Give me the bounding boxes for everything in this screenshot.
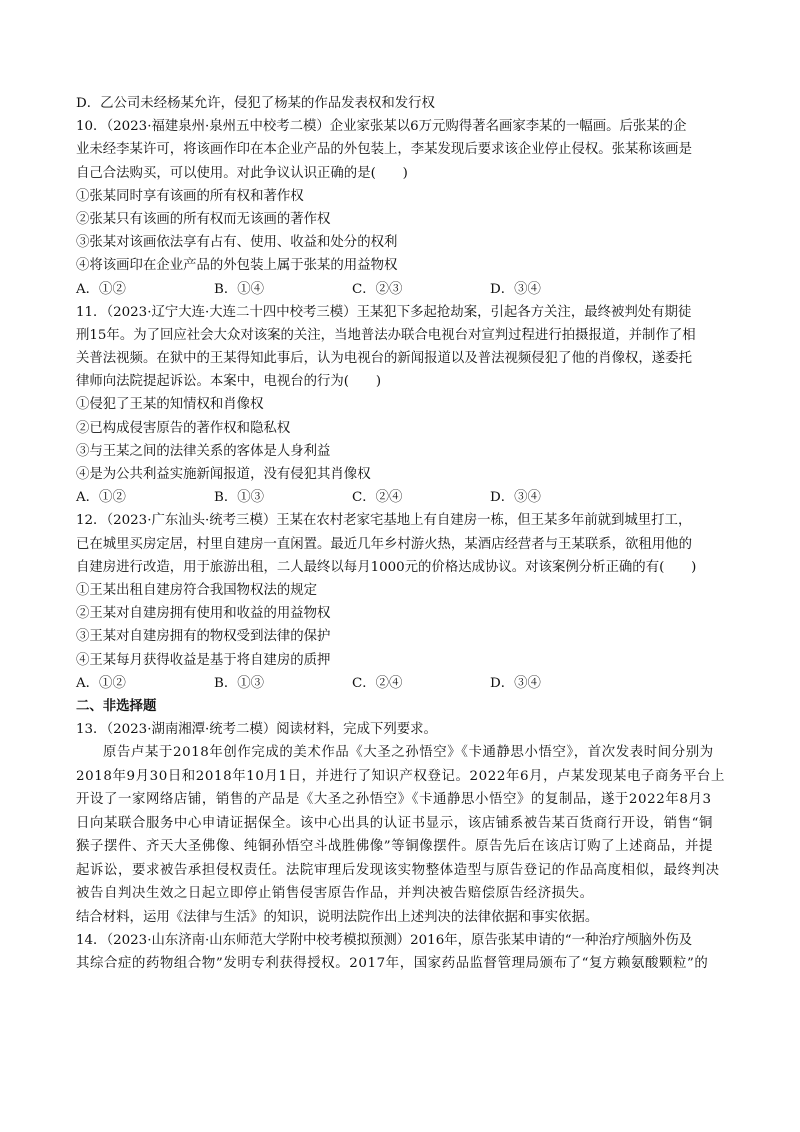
q13-material-line: 被告自判决生效之日起立即停止销售侵害原告作品，并判决被告赔偿原告经济损失。 [76,886,594,902]
q12-stem-line: 自建房进行改造，用于旅游出租，二人最终以每月1000元的价格达成协议。对该案例分析正确的有( ) [76,559,697,575]
q12-item: ②王某对自建房拥有使用和收益的用益物权 [76,606,331,622]
q11-item: ④是为公共利益实施新闻报道，没有侵犯其肖像权 [76,467,371,482]
q10-item: ④将该画印在企业产品的外包装上属于张某的用益物权 [76,258,398,274]
q13-material-line: 日向某联合服务中心申请证据保全。该中心出具的认证书显示，该店铺系被告某百货商行开设，销售“铜 [76,815,714,831]
q10-stem-line: 10．（2023·福建泉州·泉州五中校考二模）企业家张某以6万元购得著名画家李某的一幅画。后张某的企 [76,119,687,135]
q13-material [76,741,726,906]
q12-options [76,672,726,695]
q14-stem-line: 其综合症的药物组合物”发明专利获得授权。2017年，国家药品监督管理局颁布了“复方赖氨酸颗粒”的 [76,956,709,972]
q12-option-c: C．②④ [352,675,403,691]
q11-item: ②已构成侵害原告的著作权和隐私权 [76,420,291,436]
section-title: 二、非选择题 [76,697,157,714]
q13-head: 13．（2023·湖南湘潭·统考二模）阅读材料，完成下列要求。 [76,722,437,738]
q11-option-c: C．②④ [352,490,403,506]
exam-page [76,92,726,975]
q11-stem-line: 刑15年。为了回应社会大众对该案的关注，当地普法办联合电视台对宣判过程进行拍摄报道，并制作了相 [76,327,696,343]
q11-option-a: A．①② [76,490,126,506]
q11-item: ①侵犯了王某的知情权和肖像权 [76,397,264,413]
q9-option-d: D．乙公司未经杨某允许，侵犯了杨某的作品发表权和发行权 [76,96,435,111]
q12-stem-line: 12．（2023·广东汕头·统考三模）王某在农村老家宅基地上有自建房一栋，但王某多年前就到城里打工， [76,513,692,529]
q10-stem-line: 自己合法购买，可以使用。对此争议认识正确的是( ) [76,165,408,181]
q10-item: ③张某对该画依法享有占有、使用、收益和处分的权利 [76,235,398,251]
question-12 [76,509,726,695]
q10-stem-line: 业未经李某许可，将该画作印在本企业产品的外包装上，李某发现后要求该企业停止侵权。张某称该画是 [76,142,692,158]
q12-item: ④王某每月获得收益是基于将自建房的质押 [76,652,331,668]
q11-options [76,486,726,509]
q12-option-b: B．①③ [214,675,265,691]
q10-option-b: B．①④ [214,281,265,297]
q10-item: ①张某同时享有该画的所有权和著作权 [76,188,304,204]
q12-stem-line: 已在城里买房定居，村里自建房一直闲置。最近几年乡村游火热，某酒店经营者与王某联系，欲租用他的 [76,536,692,552]
q11-stem-line: 关普法视频。在狱中的王某得知此事后，认为电视台的新闻报道以及普法视频侵犯了他的肖像权，遂委托 [76,351,692,367]
q13-material-line: 猴子摆件、齐天大圣佛像、纯铜孙悟空斗战胜佛像”等铜像摆件。原告先后在该店订购了上述商品，并提 [76,839,714,855]
q13-material-line: 原告卢某于2018年创作完成的美术作品《大圣之孙悟空》《卡通静思小悟空》，首次发表时间分别为 [103,745,714,761]
q10-options [76,278,726,301]
q11-stem-line: 11．（2023·辽宁大连·大连二十四中校考三模）王某犯下多起抢劫案，引起各方关注，最终被判处有期徒 [76,304,692,320]
q11-option-d: D．③④ [490,490,541,506]
q13-material-line: 起诉讼，要求被告承担侵权责任。法院审理后发现该实物整体造型与原告登记的作品高度相似，最终判决 [76,862,720,878]
question-14 [76,929,726,975]
q11-stem-line: 律师向法院提起诉讼。本案中，电视台的行为( ) [76,374,382,390]
q13-question: 结合材料，运用《法律与生活》的知识，说明法院作出上述判决的法律依据和事实依据。 [76,909,599,925]
q10-option-d: D．③④ [490,281,541,297]
question-13 [76,718,726,929]
q10-item: ②张某只有该画的所有权而无该画的著作权 [76,211,331,227]
q13-material-line: 开设了一家网络店铺，销售的产品是《大圣之孙悟空》《卡通静思小悟空》的复制品，遂于2022年8月3 [76,792,712,808]
q12-item: ①王某出租自建房符合我国物权法的规定 [76,582,318,598]
q10-option-a: A．①② [76,281,126,297]
q10-option-c: C．②③ [352,281,403,297]
q11-option-b: B．①③ [214,490,265,506]
q11-item: ③与王某之间的法律关系的客体是人身利益 [76,443,331,459]
q12-option-d: D．③④ [490,675,541,691]
q13-material-line: 2018年9月30日和2018年10月1日，并进行了知识产权登记。2022年6月，卢某发现某电子商务平台上 [76,768,725,784]
question-10 [76,115,726,301]
q12-option-a: A．①② [76,675,126,691]
question-11 [76,301,726,510]
q12-item: ③王某对自建房拥有的物权受到法律的保护 [76,629,331,645]
q14-stem-line: 14．（2023·山东济南·山东师范大学附中校考模拟预测）2016年，原告张某申请的“一种治疗颅脑外伤及 [76,932,693,948]
